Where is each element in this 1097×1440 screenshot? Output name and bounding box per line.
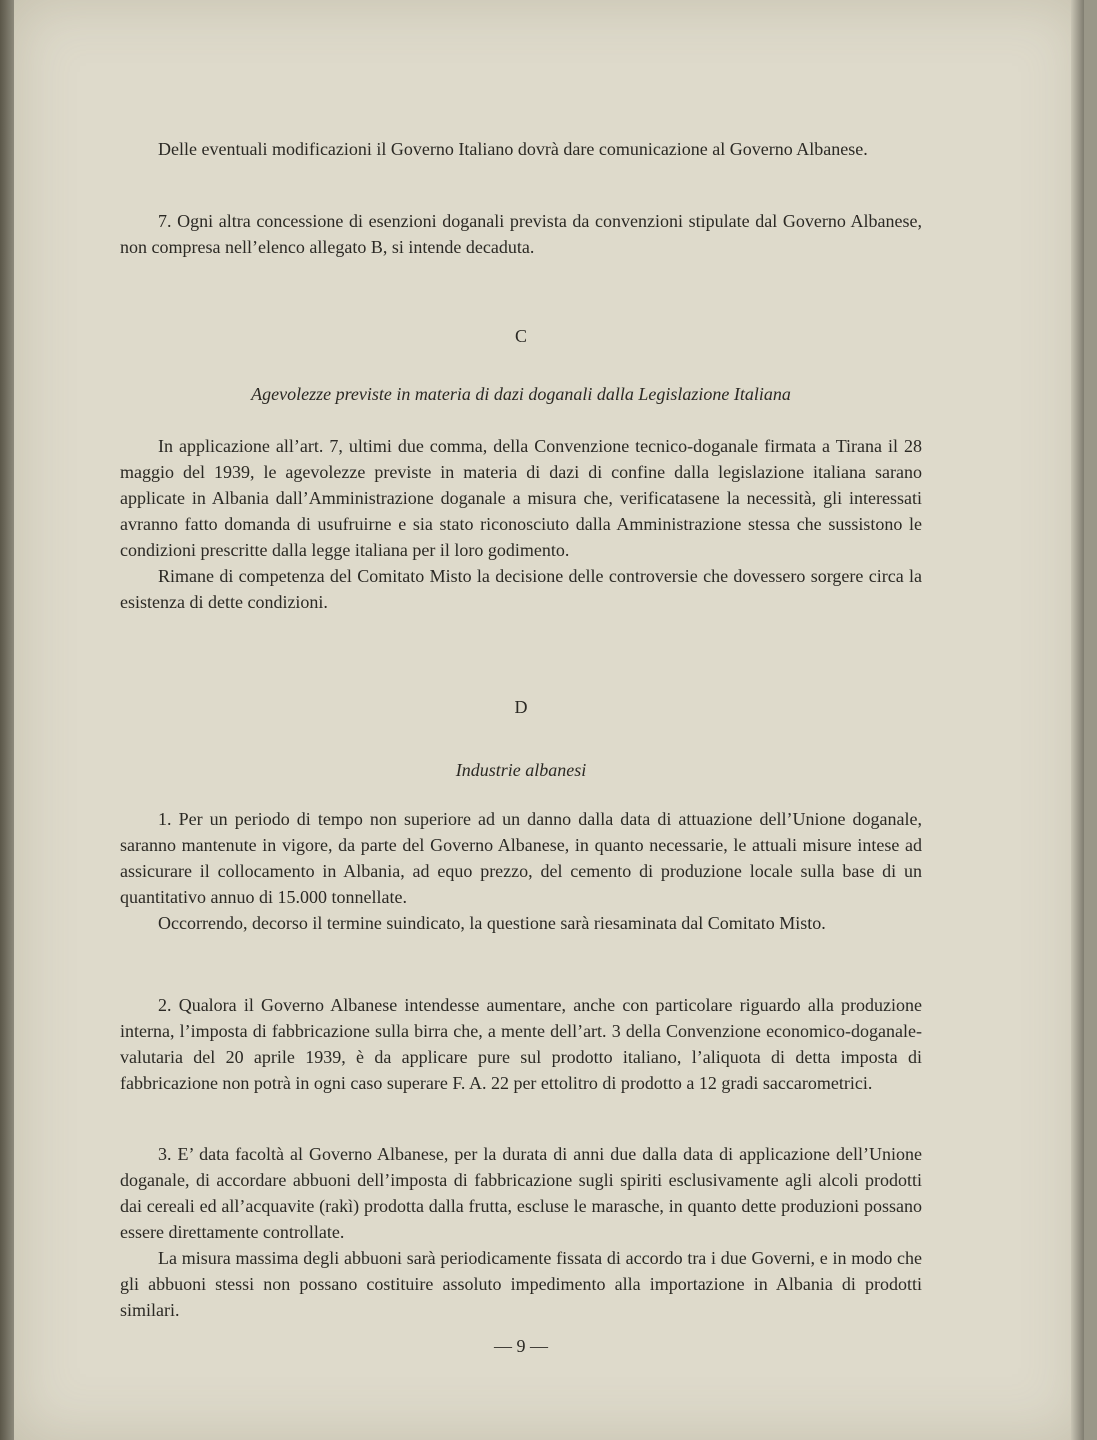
paragraph-item-7: [120, 208, 922, 260]
paragraph-text: Occorrendo, decorso il termine suindicato, la questione sarà riesaminata dal Comitato Misto.: [158, 913, 826, 933]
section-letter: D: [514, 697, 528, 717]
page-edge: [1071, 0, 1084, 1440]
paragraph-applicazione: [120, 433, 922, 615]
paragraph-text: Rimane di competenza del Comitato Misto la decisione delle controversie che dovessero sorgere circa la esistenza di dette condizioni.: [120, 566, 922, 612]
paragraph-text: In applicazione all’art. 7, ultimi due comma, della Convenzione tecnico-doganale firmata a Tirana il 28 maggio del 1939, le agevolezze previste in materia di dazi di confine dalla legislazione italiana sarano applicate in Albania dall’Amministrazione doganale a misura che, verificatasene la necessità, gli interessati avranno fatto domanda di usufruirne e sia stato riconosciuto dalla Amministrazione stessa che sussistono le condizioni prescritte dalla legge italiana per il loro godimento.: [120, 436, 922, 560]
paragraph-item-2: [120, 992, 922, 1096]
page-number-text: — 9 —: [494, 1336, 548, 1356]
paragraph-item-1: [120, 806, 922, 936]
paragraph-text: Delle eventuali modificazioni il Governo Italiano dovrà dare comunicazione al Governo Albanese.: [158, 139, 868, 159]
section-title: Agevolezze previste in materia di dazi doganali dalla Legislazione Italiana: [251, 384, 791, 404]
paragraph-text: 1. Per un periodo di tempo non superiore ad un danno dalla data di attuazione dell’Unione doganale, saranno mantenute in vigore, da parte del Governo Albanese, in quanto necessarie, le attuali misure intese ad assicurare il collocamento in Albania, ad equo prezzo, del cemento di produzione locale sulla base di un quantitativo annuo di 15.000 tonnellate.: [120, 809, 922, 907]
section-d-title: [120, 757, 922, 783]
book-binding: [0, 0, 14, 1440]
section-title: Industrie albanesi: [455, 760, 587, 780]
paragraph-text: 2. Qualora il Governo Albanese intendesse aumentare, anche con particolare riguardo alla produzione interna, l’imposta di fabbricazione sulla birra che, a mente dell’art. 3 della Convenzione economico-doganale-valutaria del 20 aprile 1939, è da applicare pure sul prodotto italiano, l’aliquota di detta imposta di fabbricazione non potrà in ogni caso superare F. A. 22 per ettolitro di prodotto a 12 gradi saccarometrici.: [120, 995, 922, 1093]
section-letter: C: [514, 326, 527, 346]
paragraph-governo-modificazioni: [120, 136, 922, 162]
section-d-heading: [120, 694, 922, 720]
paragraph-text: 7. Ogni altra concessione di esenzioni doganali prevista da convenzioni stipulate dal Governo Albanese, non compresa nell’elenco allegato B, si intende decaduta.: [120, 211, 922, 257]
paragraph-text: La misura massima degli abbuoni sarà periodicamente fissata di accordo tra i due Governi, e in modo che gli abbuoni stessi non possano costituire assoluto impedimento alla importazione in Albania di prodotti similari.: [120, 1248, 922, 1320]
page-number: [120, 1333, 922, 1359]
section-c-heading: [120, 323, 922, 349]
paragraph-text: 3. E’ data facoltà al Governo Albanese, per la durata di anni due dalla data di applicazione dell’Unione doganale, di accordare abbuoni dell’imposta di fabbricazione sugli spiriti esclusivamente agli alcoli prodotti dai cereali ed all’acquavite (rakì) prodotta dalla frutta, escluse le marasche, in quanto dette produzioni possano essere direttamente controllate.: [120, 1144, 922, 1242]
paragraph-item-3: [120, 1141, 922, 1323]
section-c-title: [120, 381, 922, 407]
